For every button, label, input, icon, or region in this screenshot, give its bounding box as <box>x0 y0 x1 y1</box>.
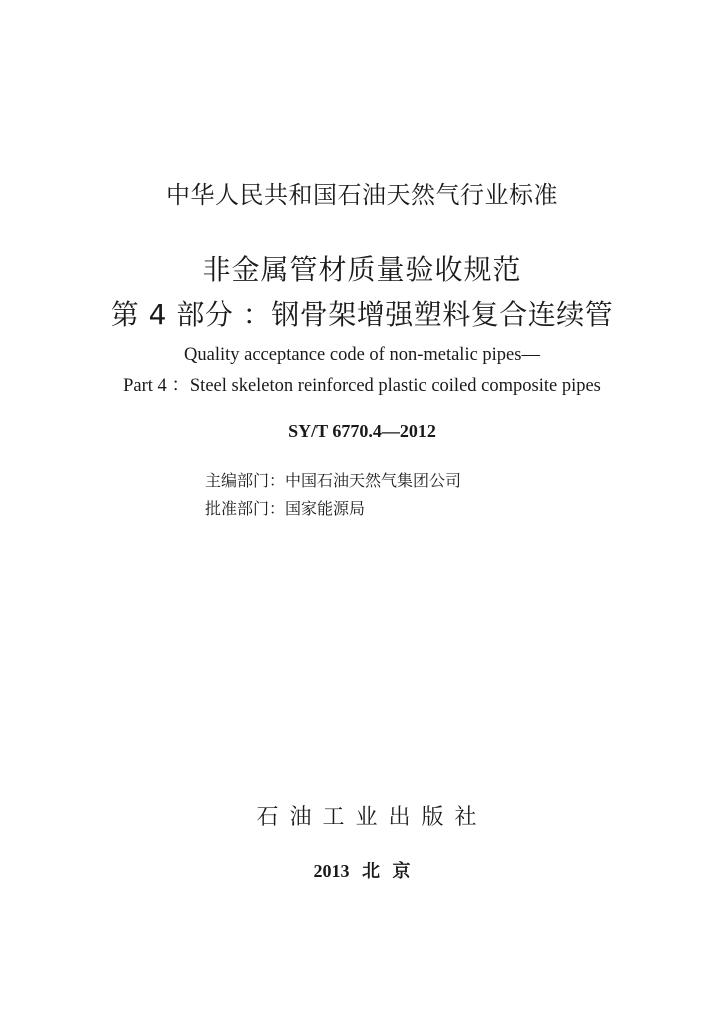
document-subtitle-en: Part 4 ：Steel skeleton reinforced plastic coiled composite pipes <box>123 376 601 396</box>
approval-department: 批准部门：国家能源局 <box>205 499 366 518</box>
publication-year-place: 2013 北 京 <box>313 861 411 881</box>
standard-code: SY/T 6770.4—2012 <box>288 421 436 441</box>
document-title-en: Quality acceptance code of non-metalic pipes— <box>184 345 540 365</box>
document-title-cn: 非金属管材质量验收规范 <box>202 253 522 286</box>
document-subtitle-cn: 第 4 部分 ：钢骨架增强塑料复合连续管 <box>110 298 614 331</box>
industry-standard-heading: 中华人民共和国石油天然气行业标准 <box>166 181 558 209</box>
publisher-name: 石油工业出版社 <box>256 805 488 830</box>
chief-editor-department: 主编部门：中国石油天然气集团公司 <box>205 471 462 490</box>
